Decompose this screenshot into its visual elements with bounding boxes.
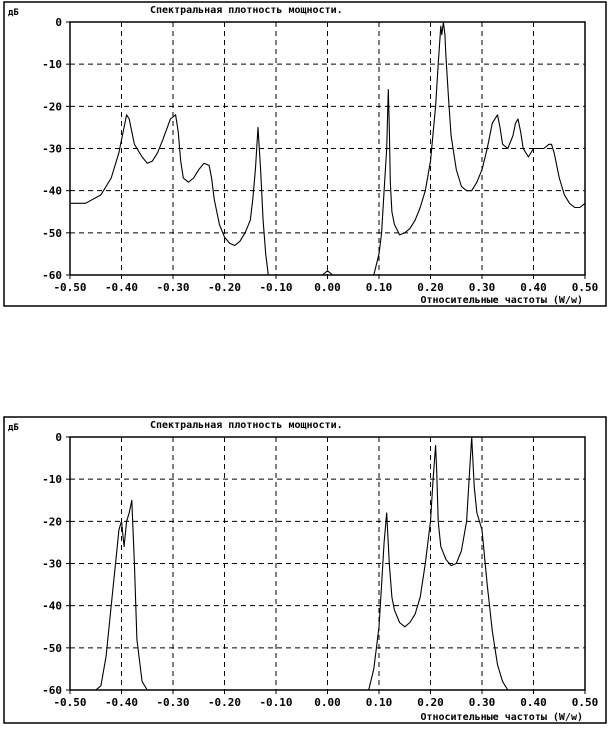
chart-title: Спектральная плотность мощности. [150,5,343,16]
x-tick-label: 0.30 [468,281,496,294]
x-tick-label: -0.20 [207,696,242,709]
x-tick-label: -0.40 [104,281,139,294]
x-tick-label: -0.30 [156,696,190,709]
y-tick-label: -60 [42,684,62,697]
x-tick-label: 0.10 [365,696,393,709]
x-tick-label: 0.00 [314,696,341,709]
x-tick-label: -0.50 [53,696,87,709]
y-tick-label: -20 [42,515,62,529]
y-tick-label: 0 [55,431,62,444]
x-tick-label: 0.40 [520,696,547,709]
chart-frame [4,417,606,723]
x-tick-label: -0.10 [259,281,293,294]
power-spectrum-chart-1 [0,0,610,310]
x-tick-label: -0.40 [104,696,139,709]
x-tick-label: -0.20 [207,281,242,294]
x-axis-label: Относительные частоты (W/w) [420,295,583,306]
y-tick-label: -40 [42,184,62,198]
y-tick-label: -50 [42,641,62,655]
y-tick-label: -20 [42,100,62,114]
x-tick-label: -0.30 [156,281,190,294]
y-tick-label: -10 [42,473,62,487]
x-tick-label: 0.00 [314,281,341,294]
y-axis-label: дБ [8,423,19,433]
y-tick-label: 0 [55,16,62,29]
x-tick-label: 0.20 [417,696,444,709]
x-tick-label: -0.10 [259,696,293,709]
power-spectrum-chart-2 [0,415,610,730]
x-tick-label: -0.50 [53,281,87,294]
y-tick-label: -30 [42,142,62,156]
x-tick-label: 0.30 [468,696,496,709]
y-axis-label: дБ [8,8,19,18]
y-tick-label: -50 [42,226,62,240]
x-tick-label: 0.50 [571,281,599,294]
y-tick-label: -60 [42,269,62,282]
x-tick-label: 0.50 [571,696,599,709]
y-tick-label: -40 [42,599,62,613]
x-tick-label: 0.20 [417,281,444,294]
x-axis-label: Относительные частоты (W/w) [420,712,583,723]
y-tick-label: -10 [42,58,62,72]
x-tick-label: 0.40 [520,281,547,294]
chart-title: Спектральная плотность мощности. [150,420,343,431]
y-tick-label: -30 [42,557,62,571]
x-tick-label: 0.10 [365,281,393,294]
chart-frame [4,2,606,306]
